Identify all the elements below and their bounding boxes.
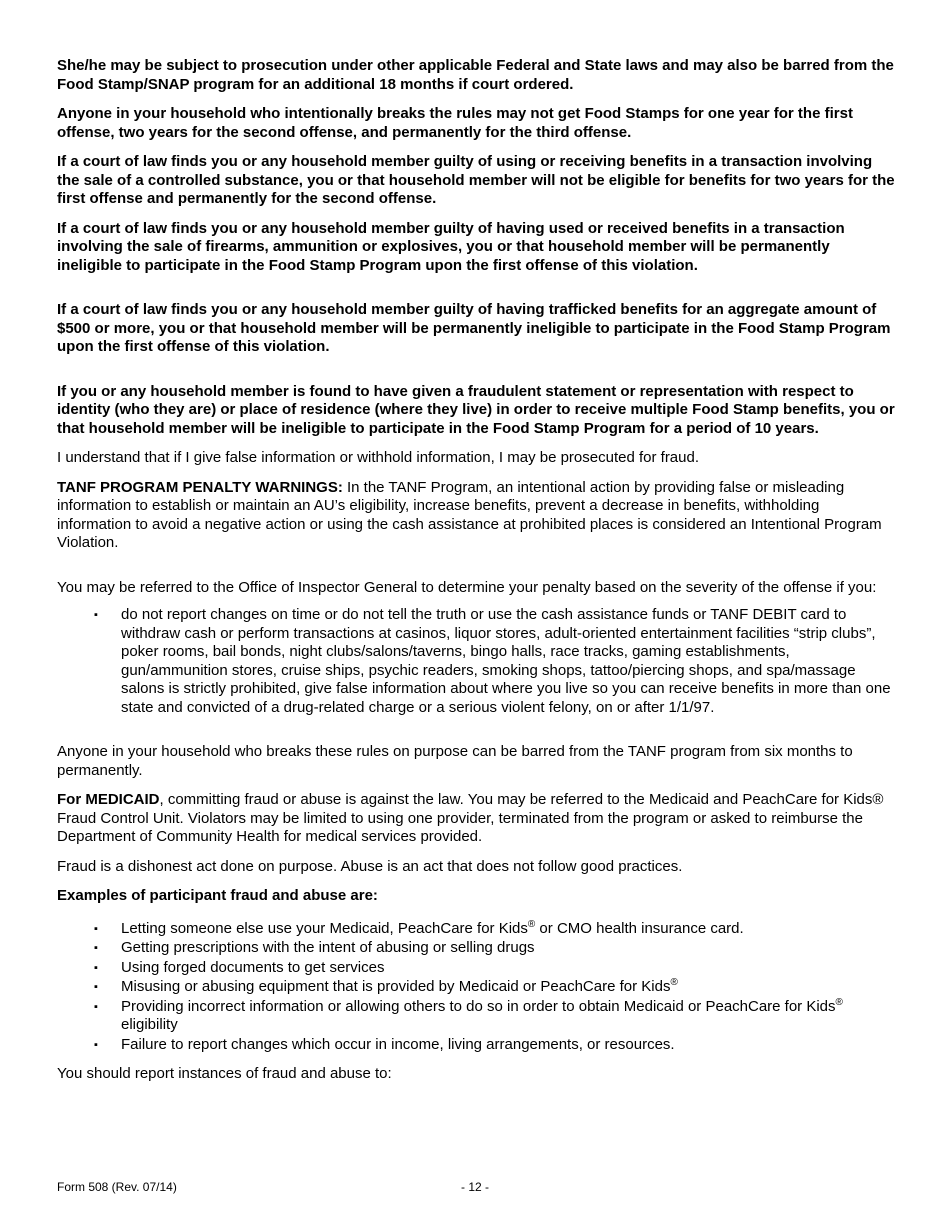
bullet-list [57, 606, 895, 717]
bullet-item: ▪ Providing incorrect information or allowing others to do so in order to obtain Medicaid or PeachCare for Kids® eligibility [121, 998, 895, 1035]
paragraph: You may be referred to the Office of Inspector General to determine your penalty based on the severity of the offense if you: [57, 578, 877, 596]
bullet-item: ▪ Using forged documents to get services [121, 959, 895, 978]
page-footer [57, 1180, 893, 1194]
bullet-item: ▪ do not report changes on time or do not tell the truth or use the cash assistance funds or TANF DEBIT card to withdraw cash or perform transactions at casinos, liquor stores, adult-oriented entertainment facilities “strip clubs”, poker rooms, bail bonds, night clubs/salons/taverns, bingo halls, race tracks, gaming establishments, gun/ammunition stores, cruise ships, psychic readers, smoking shops, tattoo/piercing shops, and spa/massage salons is strictly prohibited, give false information about where you live so you can receive benefits in more than one state and convicted of a drug-related charge or a serious violent felony, on or after 1/1/97. [121, 606, 895, 717]
paragraph: I understand that if I give false information or withhold information, I may be prosecuted for fraud. [57, 449, 700, 466]
bold-paragraph: She/he may be subject to prosecution under other applicable Federal and State laws and may also be barred from the Food Stamp/SNAP program for an additional 18 months if court ordered. [57, 57, 894, 93]
document-content [57, 46, 895, 1084]
footer-form-number: Form 508 (Rev. 07/14) [57, 1180, 177, 1194]
footer-page-number: - 12 - [460, 1180, 489, 1194]
bold-paragraph: Anyone in your household who intentionally breaks the rules may not get Food Stamps for one year for the first offense, two years for the second offense, and permanently for the third offense. [57, 105, 853, 141]
paragraph: TANF PROGRAM PENALTY WARNINGS: In the TANF Program, an intentional action by providing false or misleading information to establish or maintain an AU’s eligibility, increase benefits, prevent a decrease in benefits, withholding information to avoid a negative action or using the cash assistance at prohibited places is considered an Intentional Program Violation. [57, 478, 882, 551]
bullet-item: ▪ Failure to report changes which occur in income, living arrangements, or resources. [121, 1036, 895, 1055]
paragraph: For MEDICAID, committing fraud or abuse is against the law. You may be referred to the Medicaid and PeachCare for Kids® Fraud Control Unit. Violators may be limited to using one provider, terminated from the program or asked to reimburse the Department of Community Health for medical services provided. [57, 791, 884, 845]
bullet-item: ▪ Getting prescriptions with the intent of abusing or selling drugs [121, 939, 895, 958]
bold-paragraph: If a court of law finds you or any household member guilty of using or receiving benefits in a transaction involving the sale of a controlled substance, you or that household member will not be eligible for benefits for two years for the first offense and permanently for the second offense. [57, 153, 895, 207]
paragraph: You should report instances of fraud and abuse to: [57, 1065, 392, 1082]
bold-paragraph: If a court of law finds you or any household member guilty of having trafficked benefits for an aggregate amount of $500 or more, you or that household member will be permanently ineligible to participate in the Food Stamp Program upon the first offense of this violation. [57, 301, 891, 355]
paragraph: Anyone in your household who breaks these rules on purpose can be barred from the TANF program from six months to permanently. [57, 743, 853, 779]
paragraph-lead: TANF PROGRAM PENALTY WARNINGS: [57, 478, 343, 496]
bullet-item: ▪ Misusing or abusing equipment that is provided by Medicaid or PeachCare for Kids® [121, 978, 895, 997]
bold-paragraph: If you or any household member is found to have given a fraudulent statement or representation with respect to identity (who they are) or place of residence (where they live) in order to receive multiple Food Stamp benefits, you or that household member will be ineligible to participate in the Food Stamp Program for a period of 10 years. [57, 382, 895, 437]
bold-paragraph: If a court of law finds you or any household member guilty of having used or received benefits in a transaction involving the sale of firearms, ammunition or explosives, you or that household member will be permanently ineligible to participate in the Food Stamp Program upon the first offense of this violation. [57, 219, 845, 274]
bullet-item: ▪ Letting someone else use your Medicaid, PeachCare for Kids® or CMO health insurance card. [121, 920, 895, 939]
bold-paragraph: Examples of participant fraud and abuse are: [57, 887, 378, 904]
bullet-list [57, 920, 895, 1055]
paragraph: Fraud is a dishonest act done on purpose. Abuse is an act that does not follow good practices. [57, 857, 683, 875]
paragraph-lead: For MEDICAID [57, 791, 160, 808]
